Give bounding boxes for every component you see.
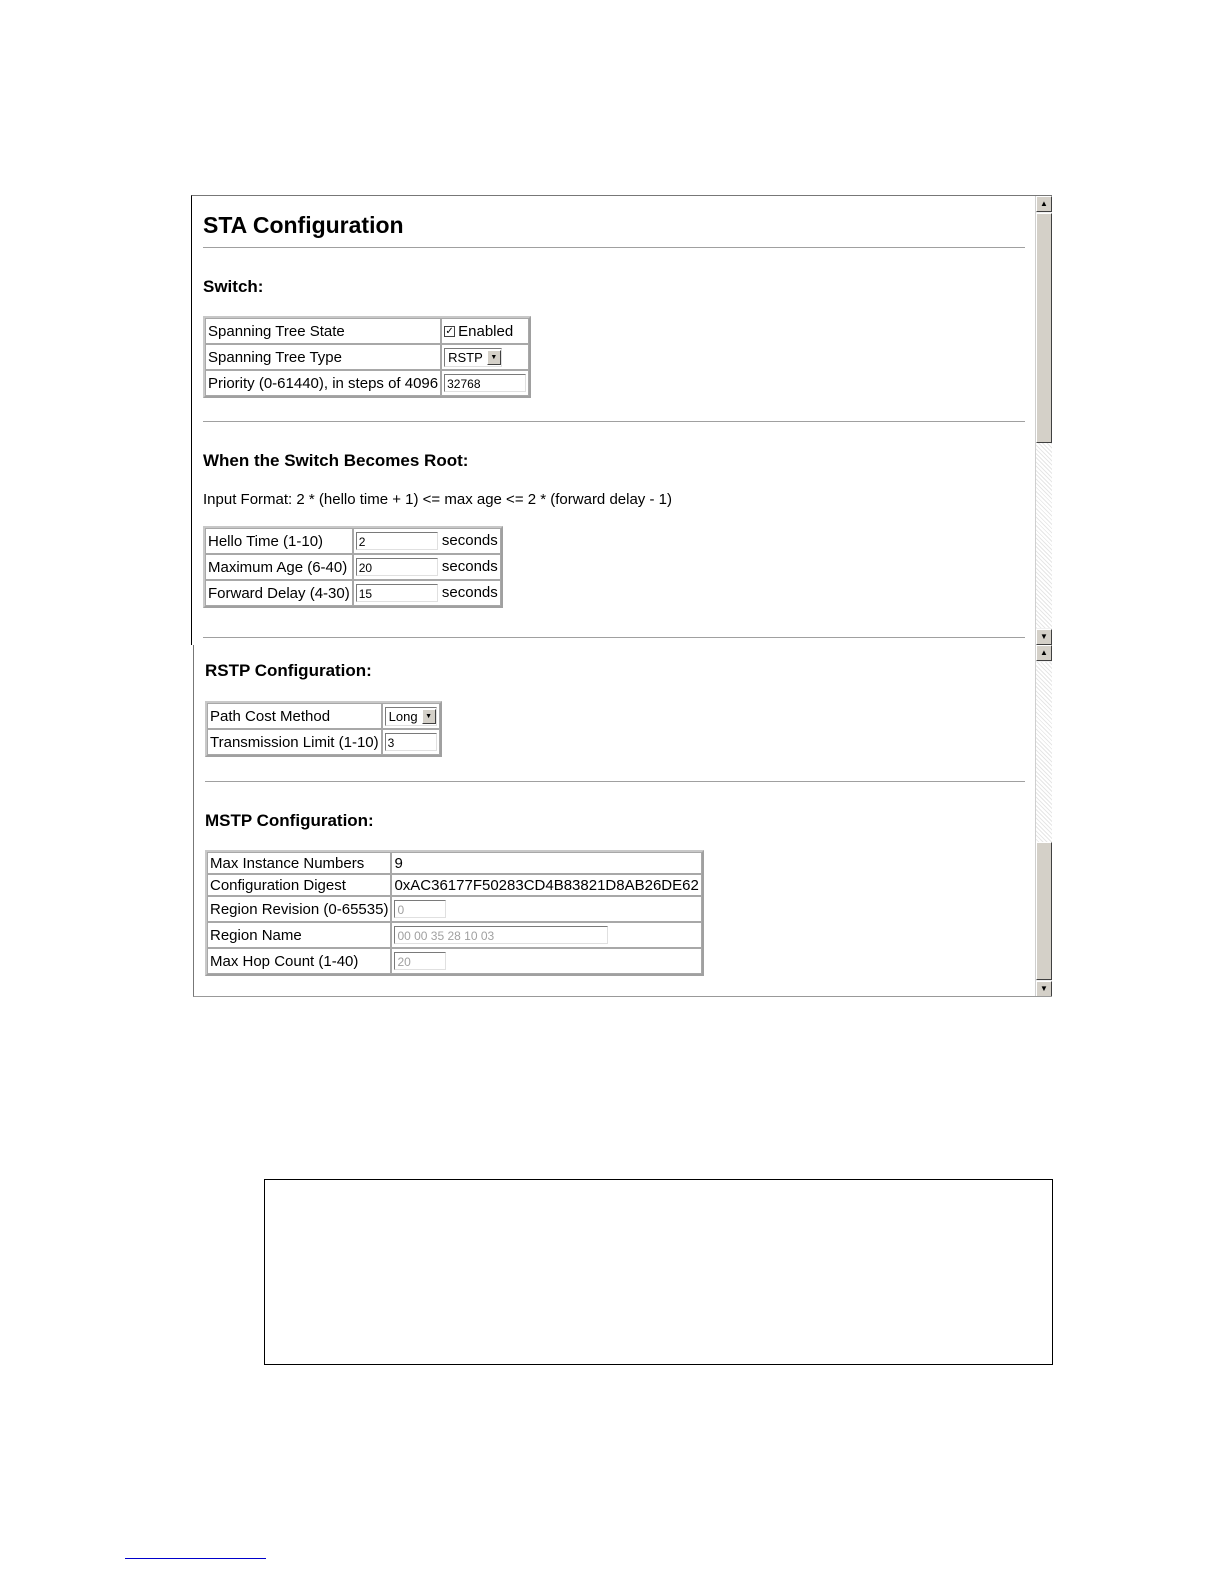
hello-time-cell xyxy=(353,528,501,554)
table-row xyxy=(205,580,501,606)
checkbox-label: Enabled xyxy=(458,322,514,340)
table-row xyxy=(205,344,529,370)
priority-label: Priority (0-61440), in steps of 4096 xyxy=(205,370,441,396)
forward-delay-cell xyxy=(353,580,501,606)
input-format-note: Input Format: 2 * (hello time + 1) <= max age <= 2 * (forward delay - 1) xyxy=(203,491,672,508)
transmission-limit-input[interactable]: 3 xyxy=(385,733,437,751)
hello-time-label: Hello Time (1-10) xyxy=(205,528,353,554)
table-row xyxy=(205,318,529,344)
spanning-tree-state-label: Spanning Tree State xyxy=(205,318,441,344)
table-row xyxy=(207,852,702,874)
forward-delay-input[interactable]: 15 xyxy=(356,584,438,602)
scroll-up-arrow-icon[interactable]: ▲ xyxy=(1036,645,1052,661)
vertical-scrollbar[interactable] xyxy=(1035,645,1052,997)
divider xyxy=(203,421,1025,423)
mstp-table xyxy=(205,850,704,976)
path-cost-select[interactable] xyxy=(385,707,437,726)
config-digest-value: 0xAC36177F50283CD4B83821D8AB26DE62 xyxy=(391,874,701,896)
forward-delay-label: Forward Delay (4-30) xyxy=(205,580,353,606)
max-age-input[interactable]: 20 xyxy=(356,558,438,576)
table-row xyxy=(207,922,702,948)
transmission-limit-label: Transmission Limit (1-10) xyxy=(207,729,382,755)
rstp-table xyxy=(205,701,442,757)
spanning-tree-state-checkbox[interactable] xyxy=(444,326,455,337)
region-name-input[interactable]: 00 00 35 28 10 03 xyxy=(394,926,608,944)
divider xyxy=(203,247,1025,249)
switch-table xyxy=(203,316,531,398)
footnote-rule xyxy=(125,1558,266,1559)
spanning-tree-type-cell xyxy=(441,344,529,370)
divider xyxy=(203,637,1025,639)
root-heading: When the Switch Becomes Root: xyxy=(203,451,469,470)
max-age-cell xyxy=(353,554,501,580)
sta-config-frame-bottom xyxy=(193,645,1052,997)
max-hop-cell xyxy=(391,948,701,974)
table-row xyxy=(207,896,702,922)
spanning-tree-state-cell xyxy=(441,318,529,344)
region-revision-input[interactable]: 0 xyxy=(394,900,446,918)
table-row xyxy=(207,703,440,729)
max-hop-label: Max Hop Count (1-40) xyxy=(207,948,391,974)
spanning-tree-type-label: Spanning Tree Type xyxy=(205,344,441,370)
path-cost-label: Path Cost Method xyxy=(207,703,382,729)
sta-config-frame-top xyxy=(191,195,1052,645)
table-row xyxy=(207,948,702,974)
table-row xyxy=(207,729,440,755)
switch-heading: Switch: xyxy=(203,277,264,296)
unit-label: seconds xyxy=(441,557,498,575)
select-value: RSTP xyxy=(448,349,483,365)
unit-label: seconds xyxy=(441,583,498,601)
path-cost-cell xyxy=(382,703,440,729)
root-table xyxy=(203,526,503,608)
divider xyxy=(205,781,1025,783)
page-title: STA Configuration xyxy=(203,212,404,238)
chevron-down-icon[interactable]: ▼ xyxy=(487,350,501,365)
max-instance-label: Max Instance Numbers xyxy=(207,852,391,874)
scroll-up-arrow-icon[interactable]: ▲ xyxy=(1036,196,1052,212)
config-digest-label: Configuration Digest xyxy=(207,874,391,896)
table-row xyxy=(207,874,702,896)
max-instance-value: 9 xyxy=(391,852,701,874)
priority-cell xyxy=(441,370,529,396)
checkmark-icon: ✓ xyxy=(445,326,454,338)
empty-text-box xyxy=(264,1179,1053,1365)
table-row xyxy=(205,554,501,580)
region-revision-cell xyxy=(391,896,701,922)
spanning-tree-type-select[interactable] xyxy=(444,348,502,367)
region-name-label: Region Name xyxy=(207,922,391,948)
chevron-down-icon[interactable]: ▼ xyxy=(422,709,436,724)
table-row xyxy=(205,370,529,396)
scrollbar-thumb[interactable] xyxy=(1036,213,1052,443)
select-value: Long xyxy=(388,708,418,724)
transmission-limit-cell xyxy=(382,729,440,755)
priority-input[interactable]: 32768 xyxy=(444,374,526,392)
region-revision-label: Region Revision (0-65535) xyxy=(207,896,391,922)
unit-label: seconds xyxy=(441,531,498,549)
mstp-heading: MSTP Configuration: xyxy=(205,811,374,830)
rstp-heading: RSTP Configuration: xyxy=(205,661,372,680)
max-hop-input[interactable]: 20 xyxy=(394,952,446,970)
max-age-label: Maximum Age (6-40) xyxy=(205,554,353,580)
region-name-cell xyxy=(391,922,701,948)
table-row xyxy=(205,528,501,554)
scrollbar-thumb[interactable] xyxy=(1036,842,1052,980)
scroll-down-arrow-icon[interactable]: ▼ xyxy=(1036,629,1052,645)
scroll-down-arrow-icon[interactable]: ▼ xyxy=(1036,981,1052,997)
vertical-scrollbar[interactable] xyxy=(1035,196,1052,645)
hello-time-input[interactable]: 2 xyxy=(356,532,438,550)
